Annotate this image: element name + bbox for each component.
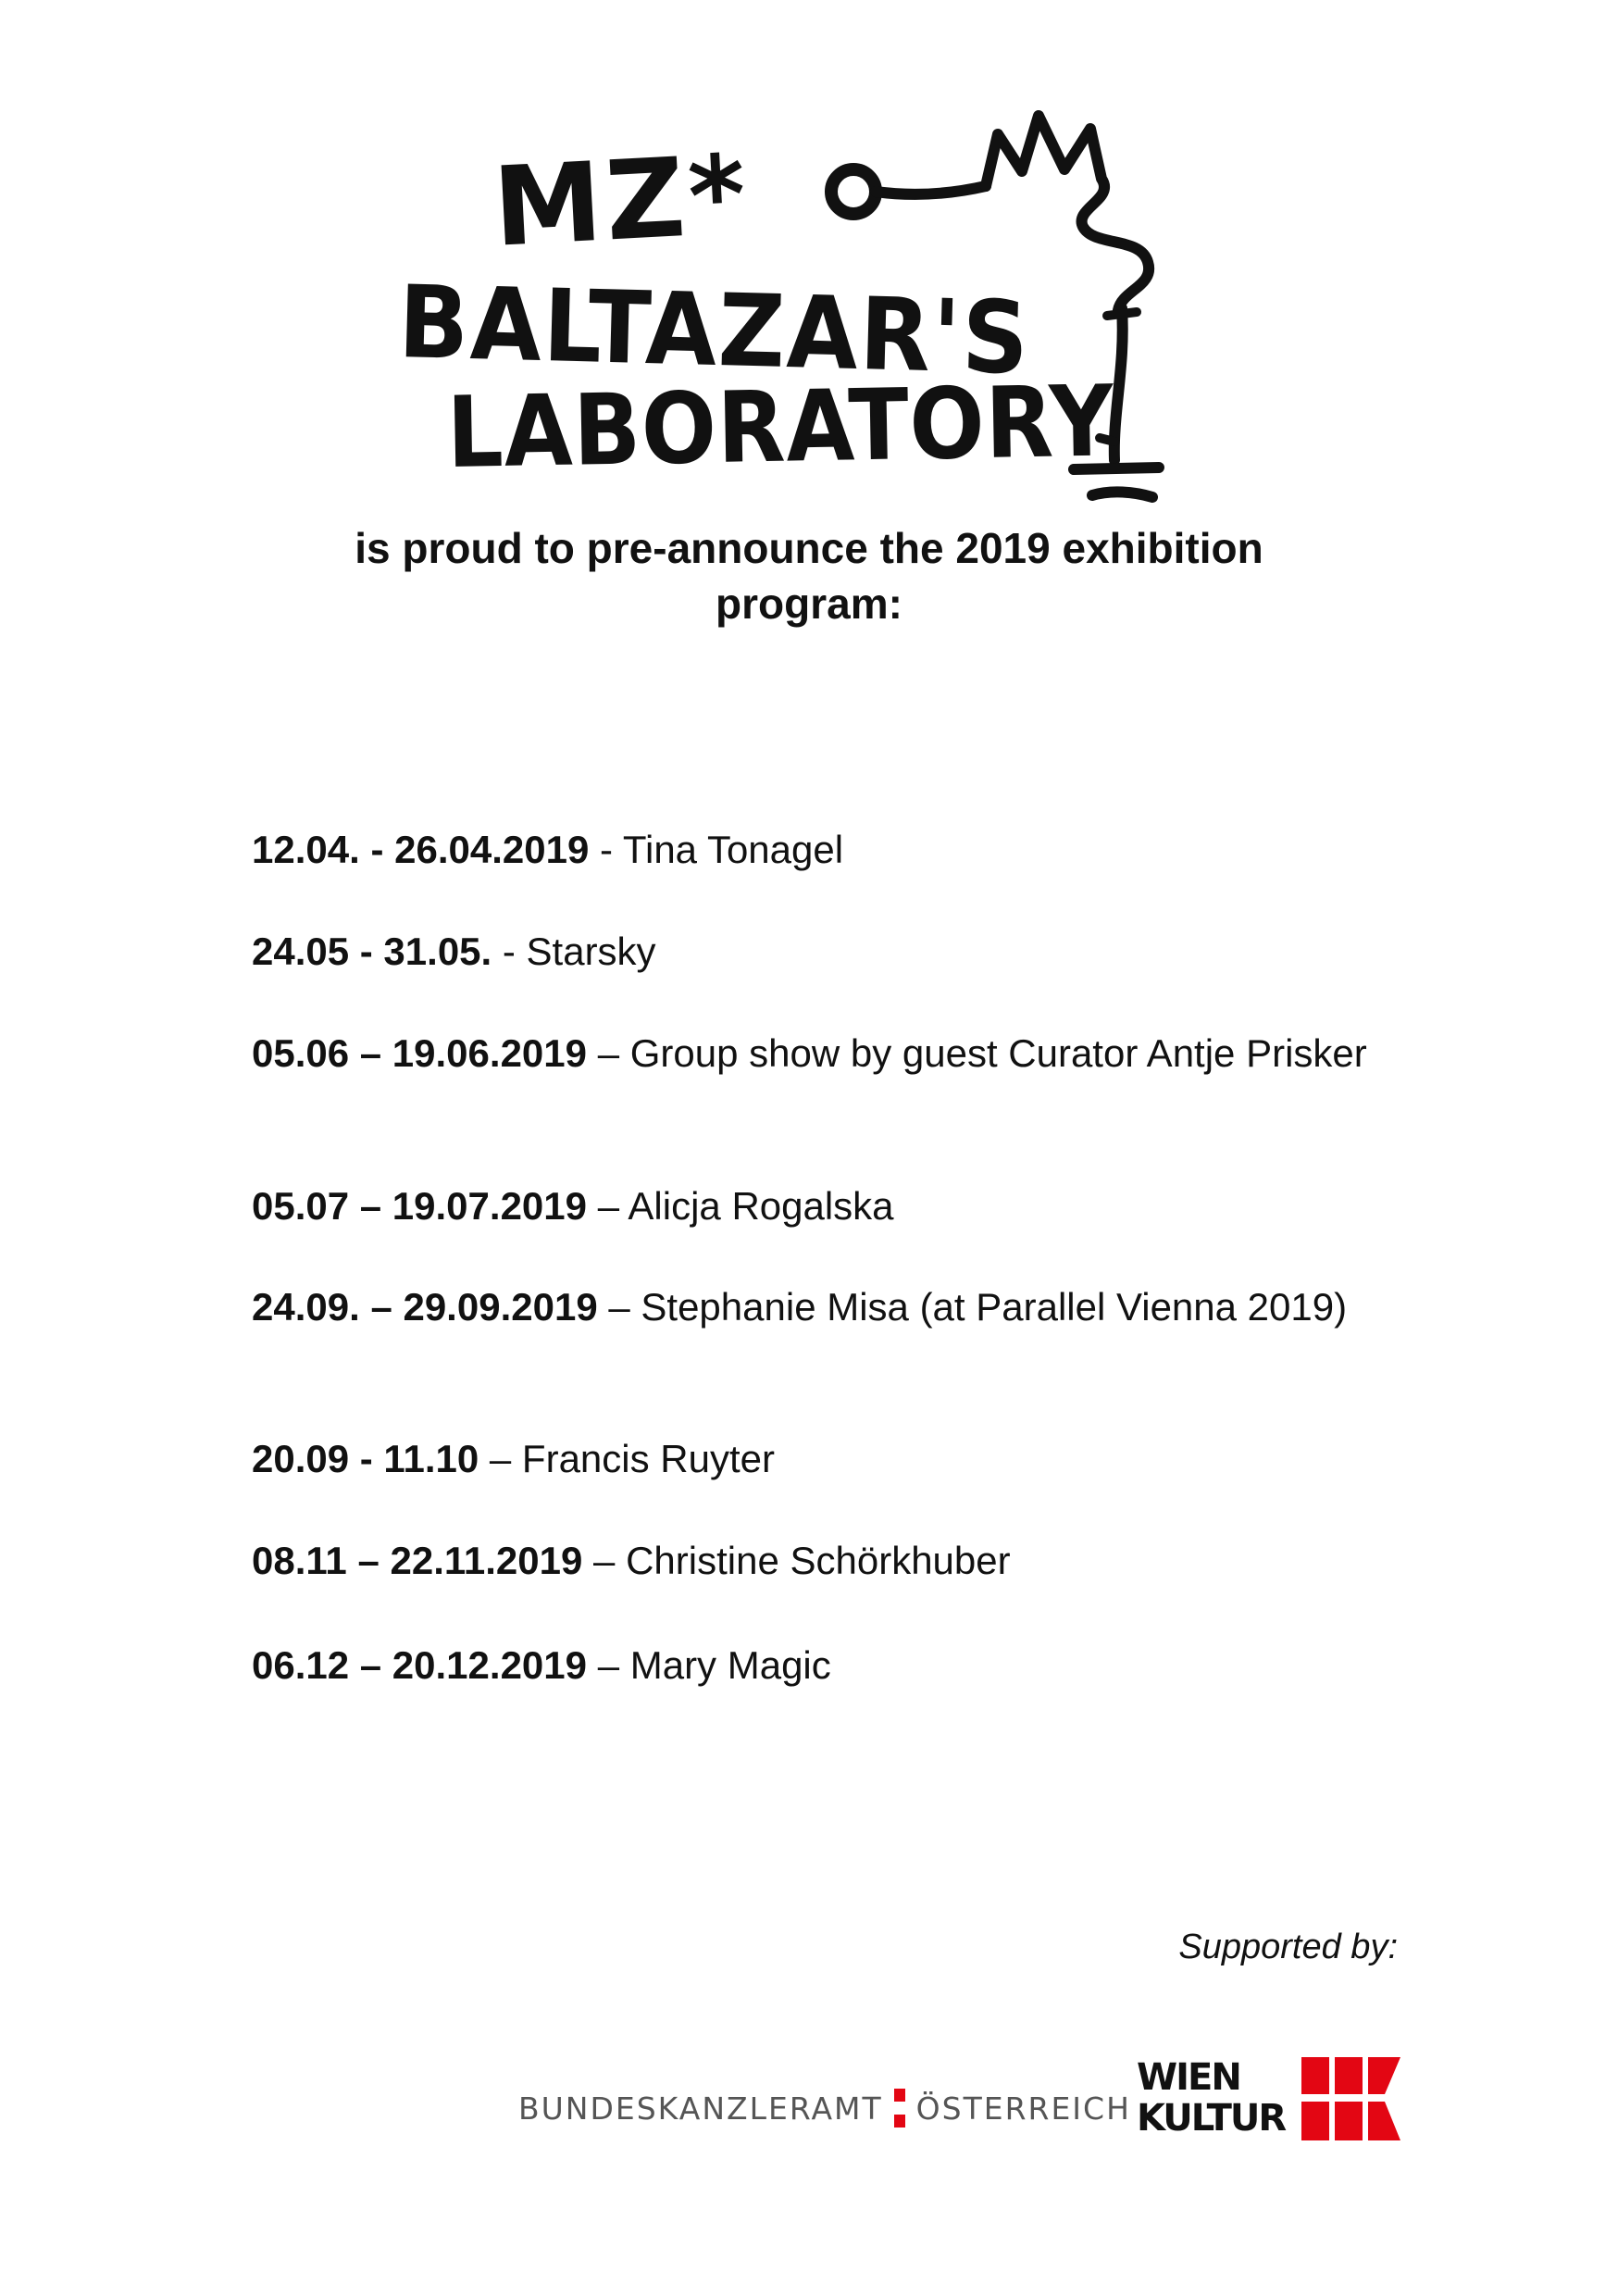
kultur-line: KULTUR	[1137, 2097, 1286, 2140]
schedule-entry	[252, 926, 656, 977]
entry-separator: -	[599, 828, 623, 871]
intro-line-1: is proud to pre-announce the 2019 exhibition	[355, 524, 1263, 572]
entry-date: 08.11 – 22.11.2019	[252, 1539, 583, 1582]
bka-text-left: BUNDESKANZLERAMT	[518, 2090, 883, 2127]
entry-separator: –	[489, 1437, 522, 1480]
entry-artist: Tina Tonagel	[622, 828, 844, 871]
entry-separator: –	[597, 1184, 629, 1228]
entry-date: 12.04. - 26.04.2019	[252, 828, 590, 871]
entry-artist: Mary Magic	[629, 1643, 831, 1687]
austrian-flag-icon	[894, 2089, 905, 2128]
intro-text	[278, 520, 1340, 631]
supported-by-label: Supported by:	[1178, 1928, 1398, 1966]
entry-date: 05.06 – 19.06.2019	[252, 1031, 588, 1075]
schedule-entry	[252, 1281, 1398, 1332]
bka-text-right: ÖSTERREICH	[915, 2090, 1131, 2127]
entry-separator: –	[608, 1285, 641, 1329]
wien-flag-mark-icon	[1301, 2057, 1400, 2140]
schedule-entry	[252, 1640, 831, 1691]
logo-line-mz: MZ*	[490, 130, 753, 271]
entry-separator: –	[593, 1539, 627, 1582]
logo-line-baltazars: BALTAZAR'S	[396, 265, 1032, 397]
wien-line: WIEN	[1137, 2056, 1240, 2099]
entry-date: 05.07 – 19.07.2019	[252, 1184, 588, 1228]
entry-artist: Group show by guest Curator Antje Prisker	[629, 1031, 1367, 1075]
entry-separator: –	[597, 1643, 630, 1687]
schedule-entry	[252, 1433, 775, 1484]
schedule-entry	[252, 824, 843, 875]
entry-date: 20.09 - 11.10	[252, 1437, 479, 1480]
entry-separator: -	[502, 930, 527, 973]
wien-kultur-wordmark	[1137, 2057, 1285, 2139]
logo-line-laboratory: LABORATORY	[445, 364, 1115, 490]
entry-date: 06.12 – 20.12.2019	[252, 1643, 588, 1687]
entry-separator: –	[597, 1031, 630, 1075]
entry-artist: Francis Ruyter	[521, 1437, 775, 1480]
logo	[389, 97, 1222, 505]
entry-artist: Stephanie Misa (at Parallel Vienna 2019)	[641, 1285, 1348, 1329]
entry-artist: Starsky	[526, 930, 656, 973]
squiggle-drawing-icon	[796, 97, 1222, 505]
intro-line-2: program:	[716, 580, 902, 628]
schedule-entry	[252, 1535, 1011, 1586]
bundeskanzleramt-logo	[518, 2085, 1131, 2131]
entry-artist: Alicja Rogalska	[628, 1184, 894, 1228]
entry-date: 24.09. – 29.09.2019	[252, 1285, 598, 1329]
schedule-entry	[252, 1028, 1398, 1079]
entry-date: 24.05 - 31.05.	[252, 930, 492, 973]
schedule-entry	[252, 1180, 894, 1231]
entry-artist: Christine Schörkhuber	[626, 1539, 1011, 1582]
wien-kultur-logo	[1137, 2057, 1400, 2142]
